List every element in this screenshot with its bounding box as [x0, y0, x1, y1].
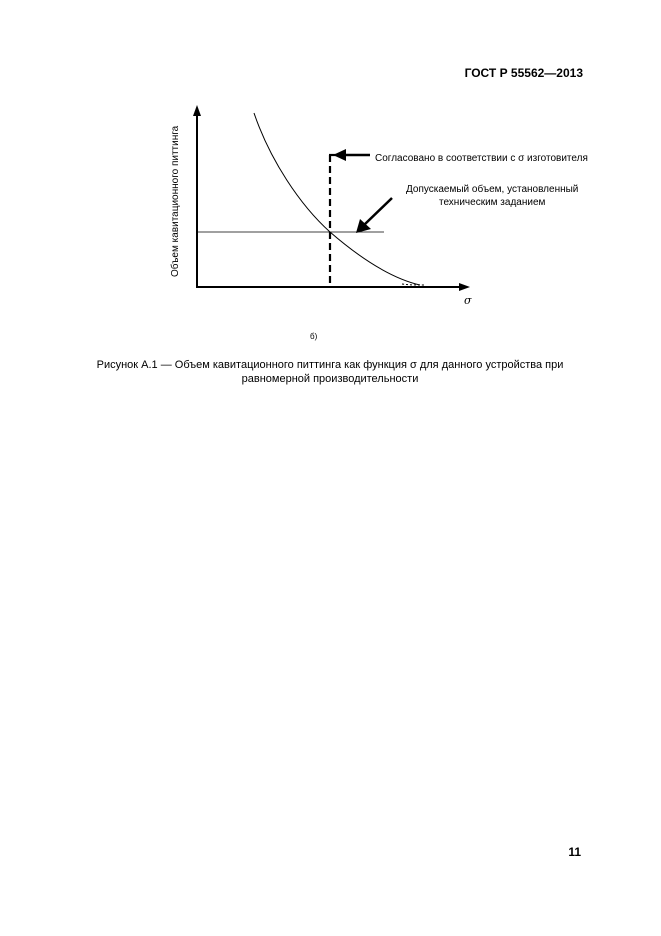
figure-caption [60, 358, 600, 386]
allowed-arrow-line [364, 198, 392, 225]
allowed-annotation-line2: техническим заданием [439, 197, 546, 208]
agreed-arrow-head [333, 149, 346, 161]
pitting-curve [254, 113, 420, 285]
allowed-annotation [406, 183, 578, 209]
y-axis-label: Объем кавитационного питтинга [170, 125, 181, 277]
caption-line2: равномерной производительности [241, 373, 419, 385]
page-number: 11 [568, 845, 581, 859]
x-axis-arrow [459, 283, 470, 291]
caption-line1: Рисунок А.1 — Объем кавитационного питтинга как функция σ для данного устройства при [96, 359, 564, 371]
y-axis-arrow [193, 105, 201, 116]
allowed-annotation-line1: Допускаемый объем, установленный [406, 184, 579, 195]
document-code: ГОСТ Р 55562—2013 [464, 66, 583, 80]
pitting-curve-tail [402, 284, 424, 285]
pitting-diagram [0, 0, 661, 360]
figure-a1 [0, 0, 661, 360]
x-axis-label: σ [464, 294, 472, 307]
figure-sub-label: б) [310, 332, 318, 341]
agreed-annotation: Согласовано в соответствии с σ изготовителя [375, 153, 588, 164]
